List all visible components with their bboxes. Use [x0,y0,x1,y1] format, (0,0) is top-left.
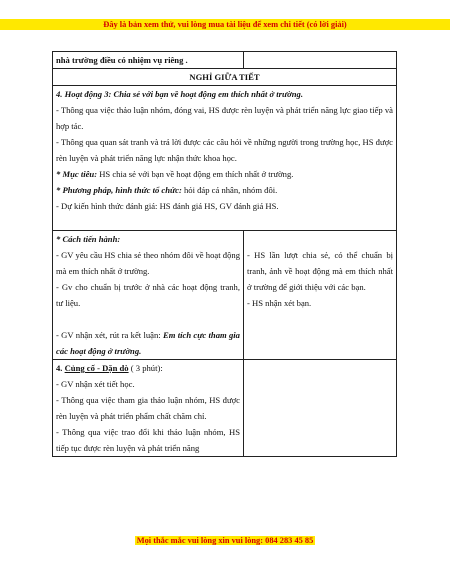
spacer [56,311,240,327]
consolidation-cell-right [244,360,397,457]
teacher-step: - Gv cho chuẩn bị trước ở nhà các hoạt động tranh, tư liệu. [56,282,240,308]
consolidation-cell [53,360,244,457]
consolidation-line: - GV nhận xét tiết học. [56,379,135,389]
student-step: - HS nhận xét bạn. [247,298,312,308]
table-row [53,69,397,86]
activity3-cell [53,86,397,231]
activity3-line: - Thông qua việc thảo luận nhóm, đóng vai, HS được rèn luyện và phát triển năng lực giao tiếp và hợp tác. [56,105,393,131]
break-title: NGHỈ GIỮA TIẾT [53,69,397,86]
activity3-goal: * Mục tiêu: HS chia sẻ với bạn về hoạt động em thích nhất ở trường. [56,169,294,179]
consolidation-title: 4. Củng cố - Dặn dò ( 3 phút): [56,363,163,373]
procedure-label: * Cách tiến hành: [56,234,121,244]
contact-footer [0,535,450,546]
activity3-method: * Phương pháp, hình thức tổ chức: hỏi đáp cá nhân, nhóm đôi. [56,185,278,195]
activity3-line: - Thông qua quan sát tranh và trả lời được các câu hỏi về những người trong trường học, HS được rèn luyện và phát triển năng lực nhận thức khoa học. [56,137,393,163]
student-activities-cell [244,231,397,360]
lesson-plan-table [52,51,397,457]
preview-notice-text: Đây là bản xem thử, vui lòng mua tài liệu để xem chi tiết (có lời giải) [103,20,347,29]
activity3-assessment: - Dự kiến hình thức đánh giá: HS đánh giá HS, GV đánh giá HS. [56,201,279,211]
spacer [247,231,393,247]
consolidation-line: - Thông qua việc tham gia thảo luận nhóm, HS được rèn luyện và phát triển phẩm chất chăm chỉ. [56,395,240,421]
table-row [53,86,397,231]
table-row [53,52,397,69]
contact-text: Mọi thắc mắc vui lòng xin vui lòng: 084 283 45 85 [136,536,314,545]
teacher-step: - GV yêu cầu HS chia sẻ theo nhóm đôi về hoạt động mà em thích nhất ở trường. [56,250,240,276]
table-row [53,231,397,360]
continuation-cell-right [244,52,397,69]
teacher-activities-cell [53,231,244,360]
continuation-cell [53,52,244,69]
preview-notice-banner [0,19,450,30]
table-row [53,360,397,457]
activity3-title: 4. Hoạt động 3: Chia sẻ với bạn về hoạt động em thích nhất ở trường. [56,89,303,99]
teacher-conclusion: - GV nhận xét, rút ra kết luận: Em tích cực tham gia các hoạt động ở trường. [56,330,240,356]
spacer [56,214,393,230]
consolidation-line: - Thông qua việc trao đổi khi thảo luận nhóm, HS tiếp tục được rèn luyện và phát triển năng [56,427,240,453]
continuation-text: nhà trường điều có nhiệm vụ riêng . [56,55,188,65]
student-step: - HS lần lượt chia sẻ, có thể chuẩn bị tranh, ảnh về hoạt động mà em thích nhất ở trường để giới thiệu với các bạn. [247,250,393,292]
